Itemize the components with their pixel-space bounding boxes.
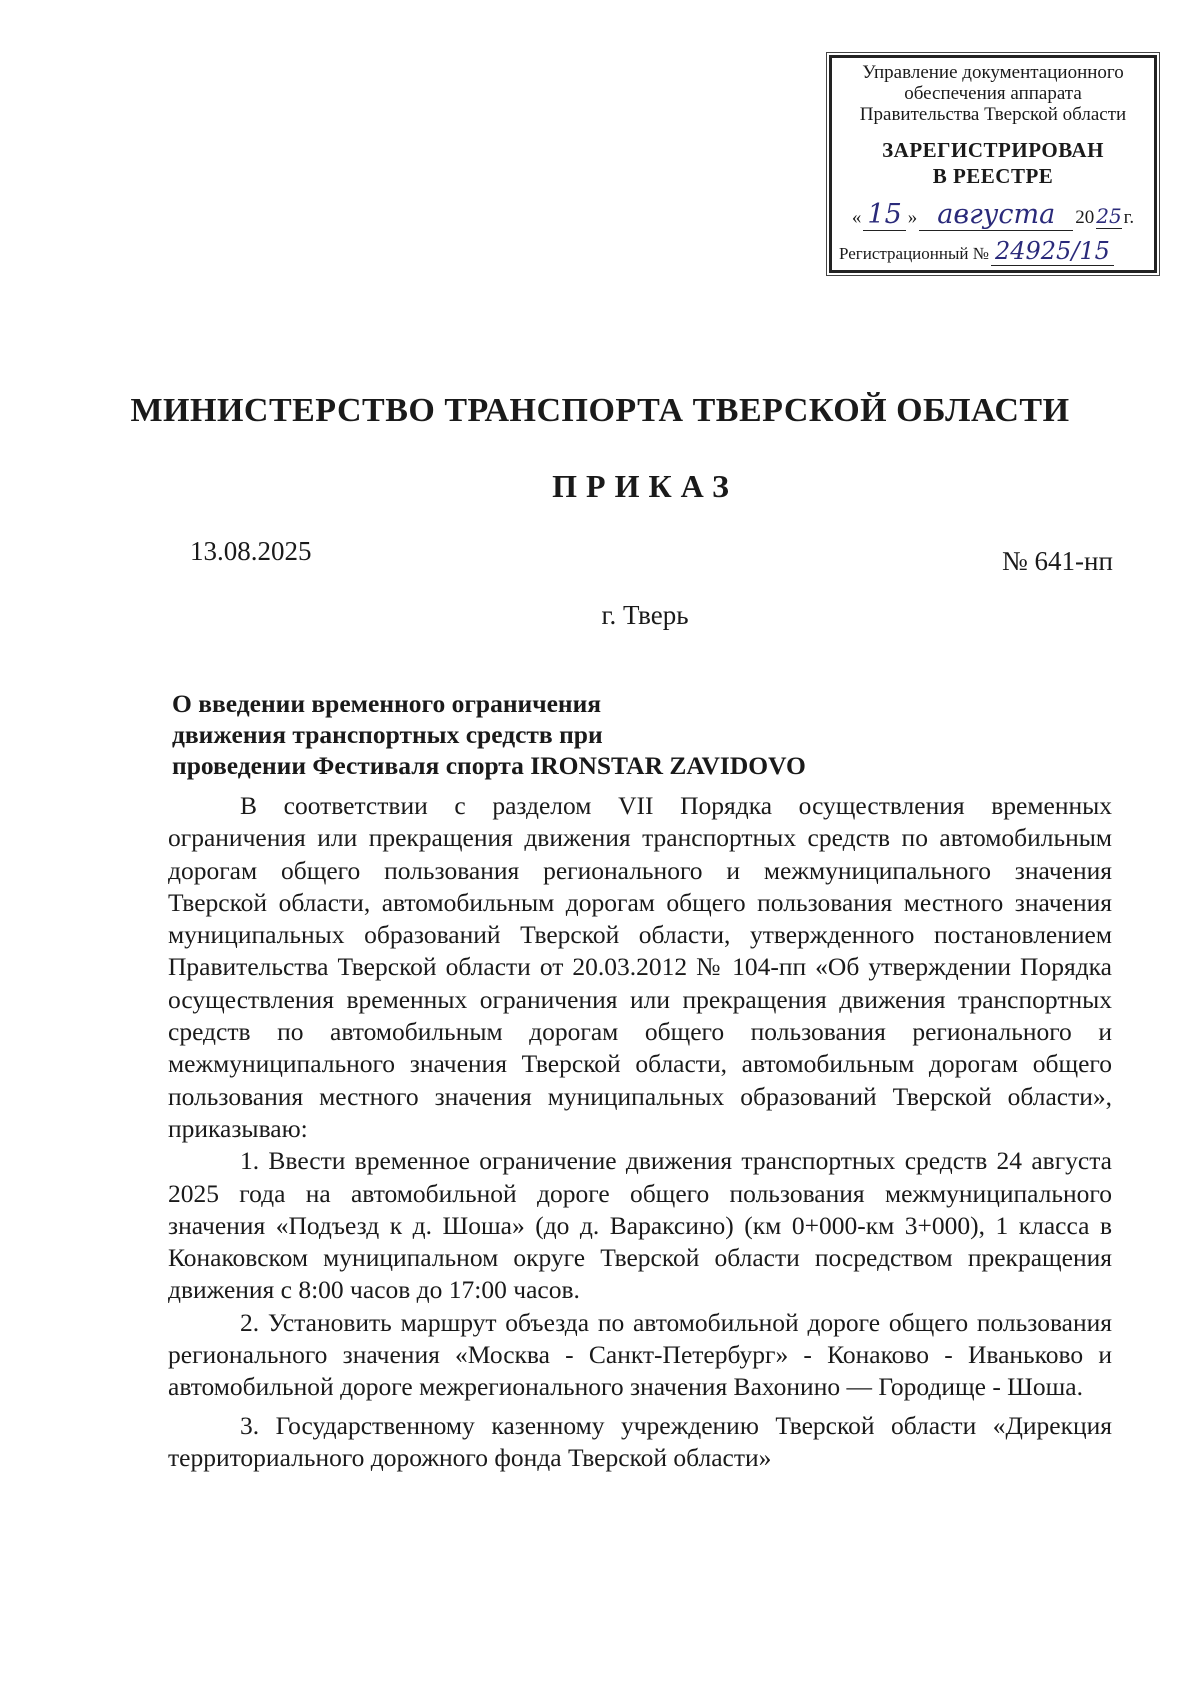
stamp-registered-line1: ЗАРЕГИСТРИРОВАН bbox=[882, 138, 1104, 162]
stamp-date-close-quote: » bbox=[907, 207, 918, 228]
stamp-date-line bbox=[836, 199, 1150, 231]
stamp-department-line: Правительства Тверской области bbox=[859, 104, 1127, 125]
subject-line: движения транспортных средств при bbox=[172, 720, 603, 749]
body-item-2: 2. Установить маршрут объезда по автомобильной дороге общего пользования регионального значения «Москва - Санкт-Петербург» - Конаково - Иваньково и автомобильной дороге межрегионального значения Вахонино — Городище - Шоша. bbox=[168, 1307, 1112, 1402]
order-city: г. Тверь bbox=[601, 600, 689, 630]
body-intro-paragraph: В соответствии с разделом VII Порядка осуществления временных ограничения или прекращения движения транспортных средств по автомобильным дорогам общего пользования регионального и межмуниципального значения Тверской области, автомобильным дорогам общего пользования местного значения муниципальных образований Тверской области, утвержденного постановлением Правительства Тверской области от 20.03.2012 № 104-пп «Об утверждении Порядка осуществления временных ограничения или прекращения движения транспортных средств по автомобильным дорогам общего пользования регионального и межмуниципального значения Тверской области, автомобильным дорогам общего пользования местного значения муниципальных образований Тверской области», приказываю: bbox=[168, 791, 1112, 1143]
subject-line: О введении временного ограничения bbox=[172, 689, 602, 718]
body-item-1: 1. Ввести временное ограничение движения транспортных средств 24 августа 2025 года на автомобильной дороге общего пользования межмуниципального значения «Подъезд к д. Шоша» (до д. Вараксино) (км 0+000-км 3+000), 1 класса в Конаковском муниципальном округе Тверской области посредством прекращения движения с 8:00 часов до 17:00 часов. bbox=[168, 1146, 1112, 1305]
stamp-date-year-mark: г. bbox=[1123, 207, 1135, 228]
stamp-number-line bbox=[836, 237, 1150, 266]
stamp-department-line: Управление документационного bbox=[862, 62, 1124, 83]
stamp-date-month: августа bbox=[919, 199, 1073, 231]
stamp-date-year-suffix: 25 bbox=[1096, 204, 1122, 228]
stamp-date-open-quote: « bbox=[851, 207, 862, 228]
order-title: ПРИКАЗ bbox=[552, 468, 738, 504]
order-date: 13.08.2025 bbox=[190, 536, 312, 566]
ministry-heading: МИНИСТЕРСТВО ТРАНСПОРТА ТВЕРСКОЙ ОБЛАСТИ bbox=[130, 392, 1070, 429]
order-body bbox=[168, 790, 1112, 1474]
stamp-department-line: обеспечения аппарата bbox=[904, 83, 1082, 104]
body-item-3: 3. Государственному казенному учреждению Тверской области «Дирекция территориального дорожного фонда Тверской области» bbox=[168, 1410, 1112, 1472]
stamp-date-year-prefix: 20 bbox=[1075, 207, 1095, 228]
stamp-number-value: 24925/15 bbox=[991, 237, 1114, 266]
stamp-date-day: 15 bbox=[863, 199, 905, 231]
stamp-number-label: Регистрационный № bbox=[839, 244, 989, 263]
order-subject bbox=[172, 688, 932, 781]
subject-line: проведении Фестиваля спорта IRONSTAR ZAVIDOVO bbox=[172, 751, 806, 780]
stamp-registered-line2: В РЕЕСТРЕ bbox=[932, 164, 1054, 188]
registration-stamp bbox=[829, 55, 1157, 273]
order-number: № 641-нп bbox=[1002, 546, 1113, 576]
stamp-registered-label bbox=[836, 135, 1150, 191]
